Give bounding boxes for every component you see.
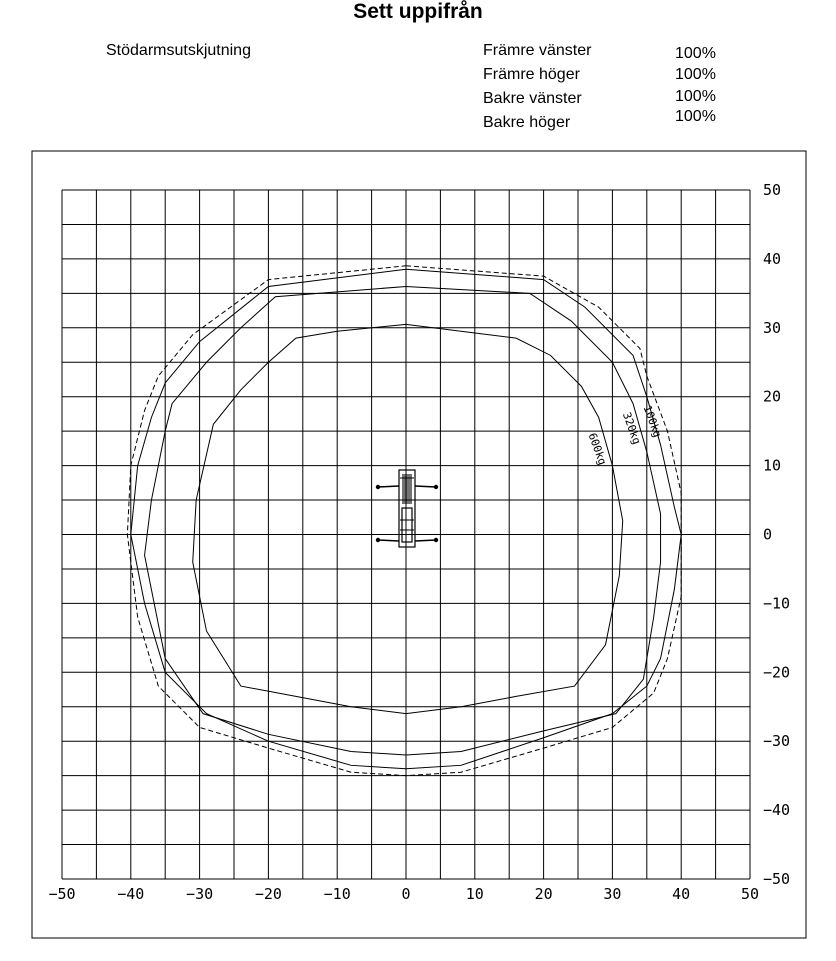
y-tick-label: −10 <box>763 594 791 613</box>
x-tick-label: 20 <box>534 885 553 903</box>
curve-label: 320kg <box>619 410 644 447</box>
outrigger-name: Främre höger <box>483 66 580 83</box>
chart-frame <box>32 151 806 938</box>
y-tick-label: 10 <box>763 456 782 475</box>
x-tick-label: 40 <box>672 885 691 903</box>
y-tick-label: −40 <box>763 801 791 820</box>
x-tick-label: 30 <box>603 885 622 903</box>
x-tick-label: −40 <box>117 885 145 903</box>
load-curve-600kg <box>193 324 623 713</box>
y-tick-label: −20 <box>763 663 791 682</box>
y-tick-label: 0 <box>763 525 773 544</box>
y-tick-label: 20 <box>763 387 782 406</box>
outrigger-value: 100% <box>675 66 716 83</box>
y-tick-label: 40 <box>763 249 782 268</box>
outrigger-name: Bakre vänster <box>483 90 582 107</box>
tick-labels <box>48 181 790 903</box>
y-tick-label: −30 <box>763 732 791 751</box>
load-curves <box>127 266 681 776</box>
x-tick-label: −20 <box>254 885 282 903</box>
outrigger-value: 100% <box>675 45 716 62</box>
machine-icon <box>376 470 438 547</box>
x-tick-label: 10 <box>465 885 484 903</box>
x-tick-label: −10 <box>323 885 351 903</box>
outrigger-extension-label: Stödarmsutskjutning <box>106 42 251 59</box>
page-title: Sett uppifrån <box>353 0 483 23</box>
outrigger-value: 100% <box>675 108 716 125</box>
outrigger-name: Främre vänster <box>483 42 592 59</box>
y-tick-label: 50 <box>763 181 782 199</box>
x-tick-label: 0 <box>401 885 411 903</box>
x-tick-label: −30 <box>186 885 214 903</box>
reach-limit-curve <box>127 266 681 776</box>
x-tick-label: −50 <box>48 885 76 903</box>
curve-label: 100kg <box>640 403 665 440</box>
curve-labels <box>586 404 665 467</box>
x-tick-label: 50 <box>740 885 760 903</box>
y-tick-label: −50 <box>763 870 791 888</box>
curve-label: 600kg <box>585 431 610 467</box>
outrigger-value: 100% <box>675 88 716 105</box>
y-tick-label: 30 <box>763 318 782 337</box>
outrigger-name: Bakre höger <box>483 114 571 131</box>
